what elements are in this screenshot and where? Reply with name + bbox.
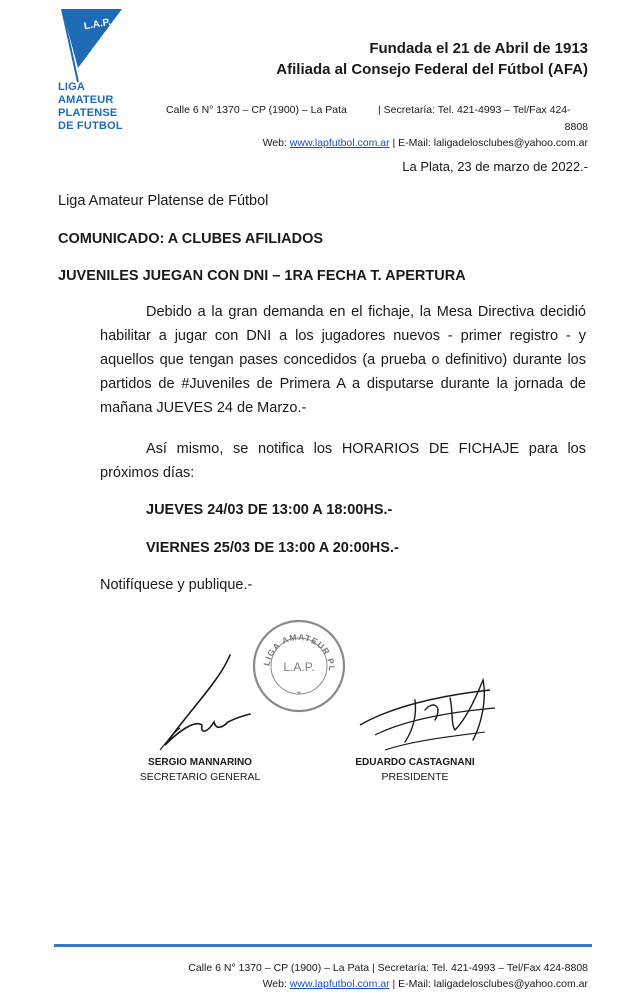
president-name: EDUARDO CASTAGNANI — [355, 757, 475, 768]
email-text: | E-Mail: laligadelosclubes@yahoo.com.ar — [389, 137, 588, 149]
paragraph-1: Debido a la gran demanda en el fichaje, la Mesa Directiva decidió habilitar a jugar con DNI a los jugadores nuevos - primer registro - y aquellos que tengan pases concedidos (a prueba o definitivo) durante los partidos de #Juveniles de Primera A a disputarse durante la jornada de mañana JUEVES 24 de Marzo.- — [100, 304, 586, 416]
footer-rule — [54, 944, 592, 947]
secretary-name: SERGIO MANNARINO — [148, 757, 252, 768]
schedule-friday: VIERNES 25/03 DE 13:00 A 20:00HS.- — [146, 540, 399, 556]
stamp-center-text: L.A.P. — [283, 660, 315, 674]
footer-web-link[interactable]: www.lapfutbol.com.ar — [289, 978, 390, 990]
logo-line-1: LIGA — [58, 81, 86, 93]
signature-block-secretary — [130, 757, 270, 783]
header-address: Calle 6 N° 1370 – CP (1900) – La Pata — [166, 104, 347, 116]
signature-block-president — [345, 757, 485, 783]
president-role: PRESIDENTE — [381, 771, 449, 783]
footer-web-label: Web: — [262, 978, 290, 990]
official-stamp — [251, 618, 347, 714]
subject-line-1: COMUNICADO: A CLUBES AFILIADOS — [58, 231, 324, 247]
stamp-seal-icon — [251, 618, 347, 714]
flag-icon — [56, 6, 136, 86]
secretary-role: SECRETARIO GENERAL — [139, 771, 261, 783]
footer-email: | E-Mail: laligadelosclubes@yahoo.com.ar — [389, 978, 588, 990]
letter-date: La Plata, 23 de marzo de 2022.- — [402, 159, 588, 174]
footer-address: Calle 6 N° 1370 – CP (1900) – La Pata | Secretaría: Tel. 421-4993 – Tel/Fax 424-8808 — [188, 962, 588, 974]
logo-line-2: AMATEUR — [58, 94, 114, 106]
subject-line-2: JUVENILES JUEGAN CON DNI – 1RA FECHA T. APERTURA — [58, 268, 466, 284]
header-phone: | Secretaría: Tel. 421-4993 – Tel/Fax 424- — [378, 104, 571, 116]
closing-line: Notifíquese y publique.- — [100, 577, 253, 593]
league-logo — [56, 6, 136, 141]
svg-text:*: * — [297, 690, 301, 701]
header-contact — [263, 137, 588, 149]
stamp-arc-text: LIGA AMATEUR PL — [261, 631, 338, 673]
signature-castagnani — [355, 670, 505, 760]
logo-line-3: PLATENSE — [58, 107, 118, 119]
web-link[interactable]: www.lapfutbol.com.ar — [289, 137, 390, 149]
flag-text: L.A.P. — [83, 16, 112, 33]
affiliation-line: Afiliada al Consejo Federal del Fútbol (AFA) — [276, 61, 588, 78]
footer-contact — [263, 978, 588, 990]
logo-line-4: DE FUTBOL — [58, 120, 123, 132]
web-label: Web: — [262, 137, 290, 149]
signature-mannarino — [150, 650, 260, 760]
schedule-thursday: JUEVES 24/03 DE 13:00 A 18:00HS.- — [146, 502, 393, 518]
founded-line: Fundada el 21 de Abril de 1913 — [369, 40, 588, 57]
organization-name: Liga Amateur Platense de Fútbol — [58, 193, 269, 209]
paragraph-2: Así mismo, se notifica los HORARIOS DE FICHAJE para los próximos días: — [100, 441, 586, 481]
header-phone-cont: 8808 — [564, 121, 588, 133]
